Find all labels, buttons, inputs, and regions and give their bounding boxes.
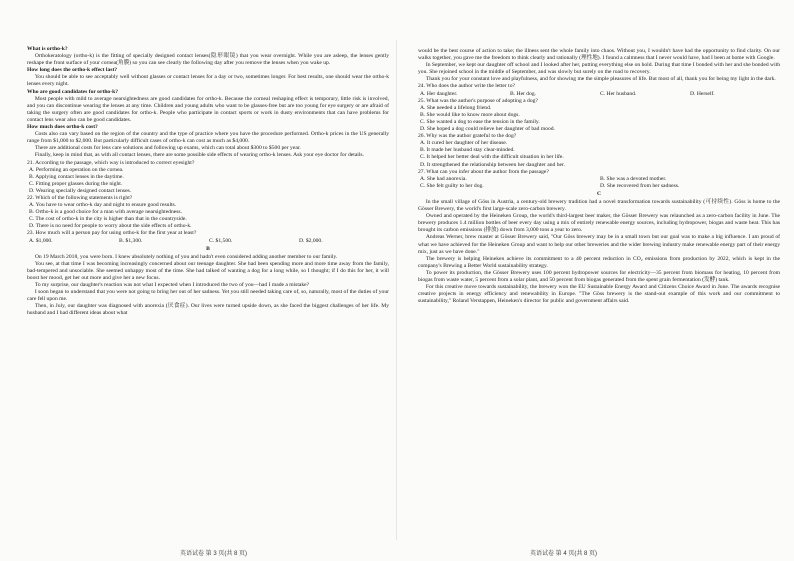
q25-option-d: D. She hoped a dog could relieve her daughter of bad mood. [420, 126, 555, 133]
q27-option-a: A. She had anorexia. [420, 175, 467, 182]
q26-option-d: D. It strengthened the relationship between her daughter and her. [420, 161, 565, 168]
q21-option-b: B. Applying contact lenses in the daytime. [29, 173, 124, 180]
heading-cost: How much does ortho-k cost? [27, 124, 98, 131]
q22-option-b: B. Ortho-k is a good choice for a man with average nearsightedness. [29, 209, 183, 216]
para-b-1: On 19 March 2018, you were born. I knew absolutely nothing of you and hadn't even considered adding another member to our family. [34, 253, 338, 260]
page-3-footer: 英语试卷 第 3 页(共 8 页) [180, 551, 248, 557]
q23-option-a: A. $1,000. [29, 237, 53, 244]
q24-option-c: C. Her husband. [600, 90, 637, 97]
para-c-1: In the small village of Göss in Austria, a century-old brewery tradition had a novel transformation towards sustainability (可持续性). Göss is home to the Gösser Brewery, the world's first large-scale zero-carbon brewery. [418, 198, 780, 213]
q21-option-d: D. Wearing specially designed contact lenses. [29, 187, 132, 194]
q26-option-a: A. It cured her daughter of her disease. [420, 140, 508, 147]
q27-option-c: C. She felt guilty to her dog. [420, 182, 484, 189]
para-b-3: To my surprise, our daughter's reaction was not what I expected when I introduced the two of you—had I made a mistake? [34, 282, 310, 289]
question-26: 26. Why was the author grateful to the dog? [418, 133, 517, 140]
q25-option-a: A. She needed a lifelong friend. [420, 104, 492, 111]
page-divider [396, 40, 397, 540]
para-b-5: Then, in July, our daughter was diagnosed with anorexia (厌食症). Our lives were turned upside down, as she faced the biggest challenges of her life. My husband and I had different ideas about what [27, 303, 389, 317]
para-c-4: The brewery is helping Heineken achieve its commitment to a 40 percent reduction in CO₂ emissions from production by 2022, which is kept in the company's Brewing a Better World sustainability strategy. [418, 255, 780, 269]
q23-options [29, 238, 389, 245]
q22-option-c: C. The cost of ortho-k in the city is higher than that in the countryside. [29, 216, 187, 223]
page-4 [418, 48, 780, 305]
para-who: Most people with mild to average nearsightedness are good candidates for ortho-k. Because the corneal reshaping effect is temporary, little risk is involved, and you can discontinue wearing the lenses at any time. Children and young adults who want to be glasses-free but are too young for eye surgery or are afraid of taking the surgery often are good candidates for ortho-k. People who participate in contact sports or work in dusty environments that can have problems for contact lens wear also can be good candidates. [27, 95, 389, 123]
para-how-long: You should be able to see acceptably well without glasses or contact lenses for a day or two, sometimes longer. For best results, one should wear the ortho-k lenses every night. [27, 74, 389, 88]
para-b-2: You see, at that time I was becoming increasingly concerned about our teenage daughter. She had been spending more and more time away from the family, bad-tempered and unsociable. She seemed unhappy most of the time. She had talked of wanting a dog for a long while, so I thought; if I do this for her, it will boost her mood, get her out more and give her a new focus. [27, 260, 389, 281]
q27-option-d: D. She recovered from her sadness. [600, 182, 680, 189]
q25-option-c: C. She wanted a dog to ease the tension in the family. [420, 118, 540, 125]
question-23: 23. How much will a person pay for using ortho-k for the first year at least? [27, 230, 197, 237]
q27-option-b: B. She was a devoted mother. [600, 175, 667, 182]
heading-how-long: How long does the ortho-k effect last? [27, 67, 118, 74]
question-22: 22. Which of the following statements is right? [27, 194, 133, 201]
question-27: 27. What can you infer about the author from the passage? [418, 168, 549, 175]
question-21: 21. According to the passage, which way is introduced to correct eyesight? [27, 159, 195, 166]
question-25: 25. What was the author's purpose of adopting a dog? [418, 97, 538, 104]
q23-option-c: C. $1,500. [209, 237, 233, 244]
section-b-title: B [206, 245, 210, 252]
q22-option-d: D. There is no need for people to worry about the side effects of ortho-k. [29, 223, 192, 230]
q24-option-a: A. Her daughter. [420, 90, 458, 97]
q21-option-c: C. Fitting proper glasses during the night. [29, 180, 123, 187]
para-continued: would be the best course of action to take; the illness sent the whole family into chaos. Without you, I wouldn't have had the opportunity to find clarity. On our walks together, you gave me the freedom to think clearly and rationally (理性地). I found a calmness that I never would have, had I been at home with Google. [418, 48, 780, 62]
para-cost-2: There are additional costs for lens care solutions and following up exams, which can total about $300 to $500 per year. [34, 145, 301, 152]
para-c-5: To power its production, the Gösser Brewery uses 100 percent hydropower sources for electricity—35 percent from biomass for heating, 10 percent from biogas from waste water, 5 percent from a solar plant, and 50 percent from biogas generated from the spent grain fermentation (发酵) tank. [418, 269, 780, 283]
q24-options [420, 91, 780, 98]
q26-option-c: C. It helped her better deal with the difficult situation in her life. [420, 154, 564, 161]
page-4-footer: 英语试卷 第 4 页(共 8 页) [530, 551, 598, 557]
section-c-title: C [596, 190, 602, 197]
heading-who: Who are good candidates for ortho-k? [27, 88, 119, 95]
question-24: 24. Who does the author write the letter to? [418, 83, 515, 90]
q21-option-a: A. Performing an operation on the cornea. [29, 166, 124, 173]
para-september: In September, we kept our daughter off school and I looked after her, putting everything else on hold. During that time I bonded with her and she bonded with you. She rejoined school in the middle of September, and was slowly but surely on the road to recovery. [418, 62, 780, 76]
q25-option-b: B. She would like to know more about dogs. [420, 111, 520, 118]
para-c-3: Andreas Werner, brew master at Gösser Brewery said, "Our Göss brewery may be in a small town but our goal was to make a big influence. I am proud of what we have achieved for the Heineken Group and want to help our other breweries and the wider brewing industry make renewable energy part of their energy mix, just as we have done." [418, 234, 780, 255]
q27-options-row-1 [420, 176, 780, 183]
para-cost-1: Costs also can vary based on the region of the country and the type of practice where you have the procedure performed. Ortho-k prices in the US generally range from $1,000 to $2,000. But particularly difficult cases of ortho-k can cost as much as $4,000. [27, 131, 389, 145]
q22-option-a: A. You have to wear ortho-k day and night to ensure good results. [29, 202, 177, 209]
q23-option-d: D. $2,000. [299, 237, 323, 244]
para-cost-3: Finally, keep in mind that, as with all contact lenses, there are some possible side effects of wearing ortho-k lenses. Ask your eye doctor for details. [34, 152, 364, 159]
heading-what: What is ortho-k? [27, 46, 68, 52]
para-c-6: For this creative move towards sustainability, the brewery won the EU Sustainable Energy Award and Citizens Choice Award in June. The awards recognise creative projects in energy efficiency and renewability in Europe. "The Göss brewery is the stand-out example of this work and our commitment to sustainability," Roland Verstappen, Heineken's director for public and government affairs said. [418, 284, 780, 305]
para-thanks: Thank you for your constant love and playfulness, and for showing me the simple pleasures of life. But most of all, thank you for being my light in the dark. [425, 76, 776, 83]
q26-option-b: B. It made her husband stay clear-minded. [420, 147, 515, 154]
q27-options-row-2 [420, 183, 780, 190]
q23-option-b: B. $1,300. [119, 237, 143, 244]
para-what: Orthokeratology (ortho-k) is the fitting of specially designed contact lenses(隐形眼镜) that you wear overnight. While you are asleep, the lenses gently reshape the front surface of your cornea(角膜) so you can see clearly the following day after you remove the lenses when you wake up. [27, 53, 389, 67]
page-3 [27, 46, 389, 318]
q24-option-d: D. Herself. [690, 90, 715, 97]
para-b-4: I soon began to understand that you were not going to bring her out of her sadness. Yet you still needed taking care of, so, naturally, most of the duties of your care fell upon me. [27, 289, 389, 303]
q24-option-b: B. Her dog. [510, 90, 537, 97]
para-c-2: Owned and operated by the Heineken Group, the world's third-largest beer maker, the Gösser Brewery was relaunched as a zero-carbon facility in June. The brewery produces 1.4 million bottles of beer every day using a mix of entirely renewable energy sources, including hydropower, biogas and waste heat. This has brought its carbon emissions (排放) down from 3,000 tons a year to zero. [418, 213, 780, 234]
